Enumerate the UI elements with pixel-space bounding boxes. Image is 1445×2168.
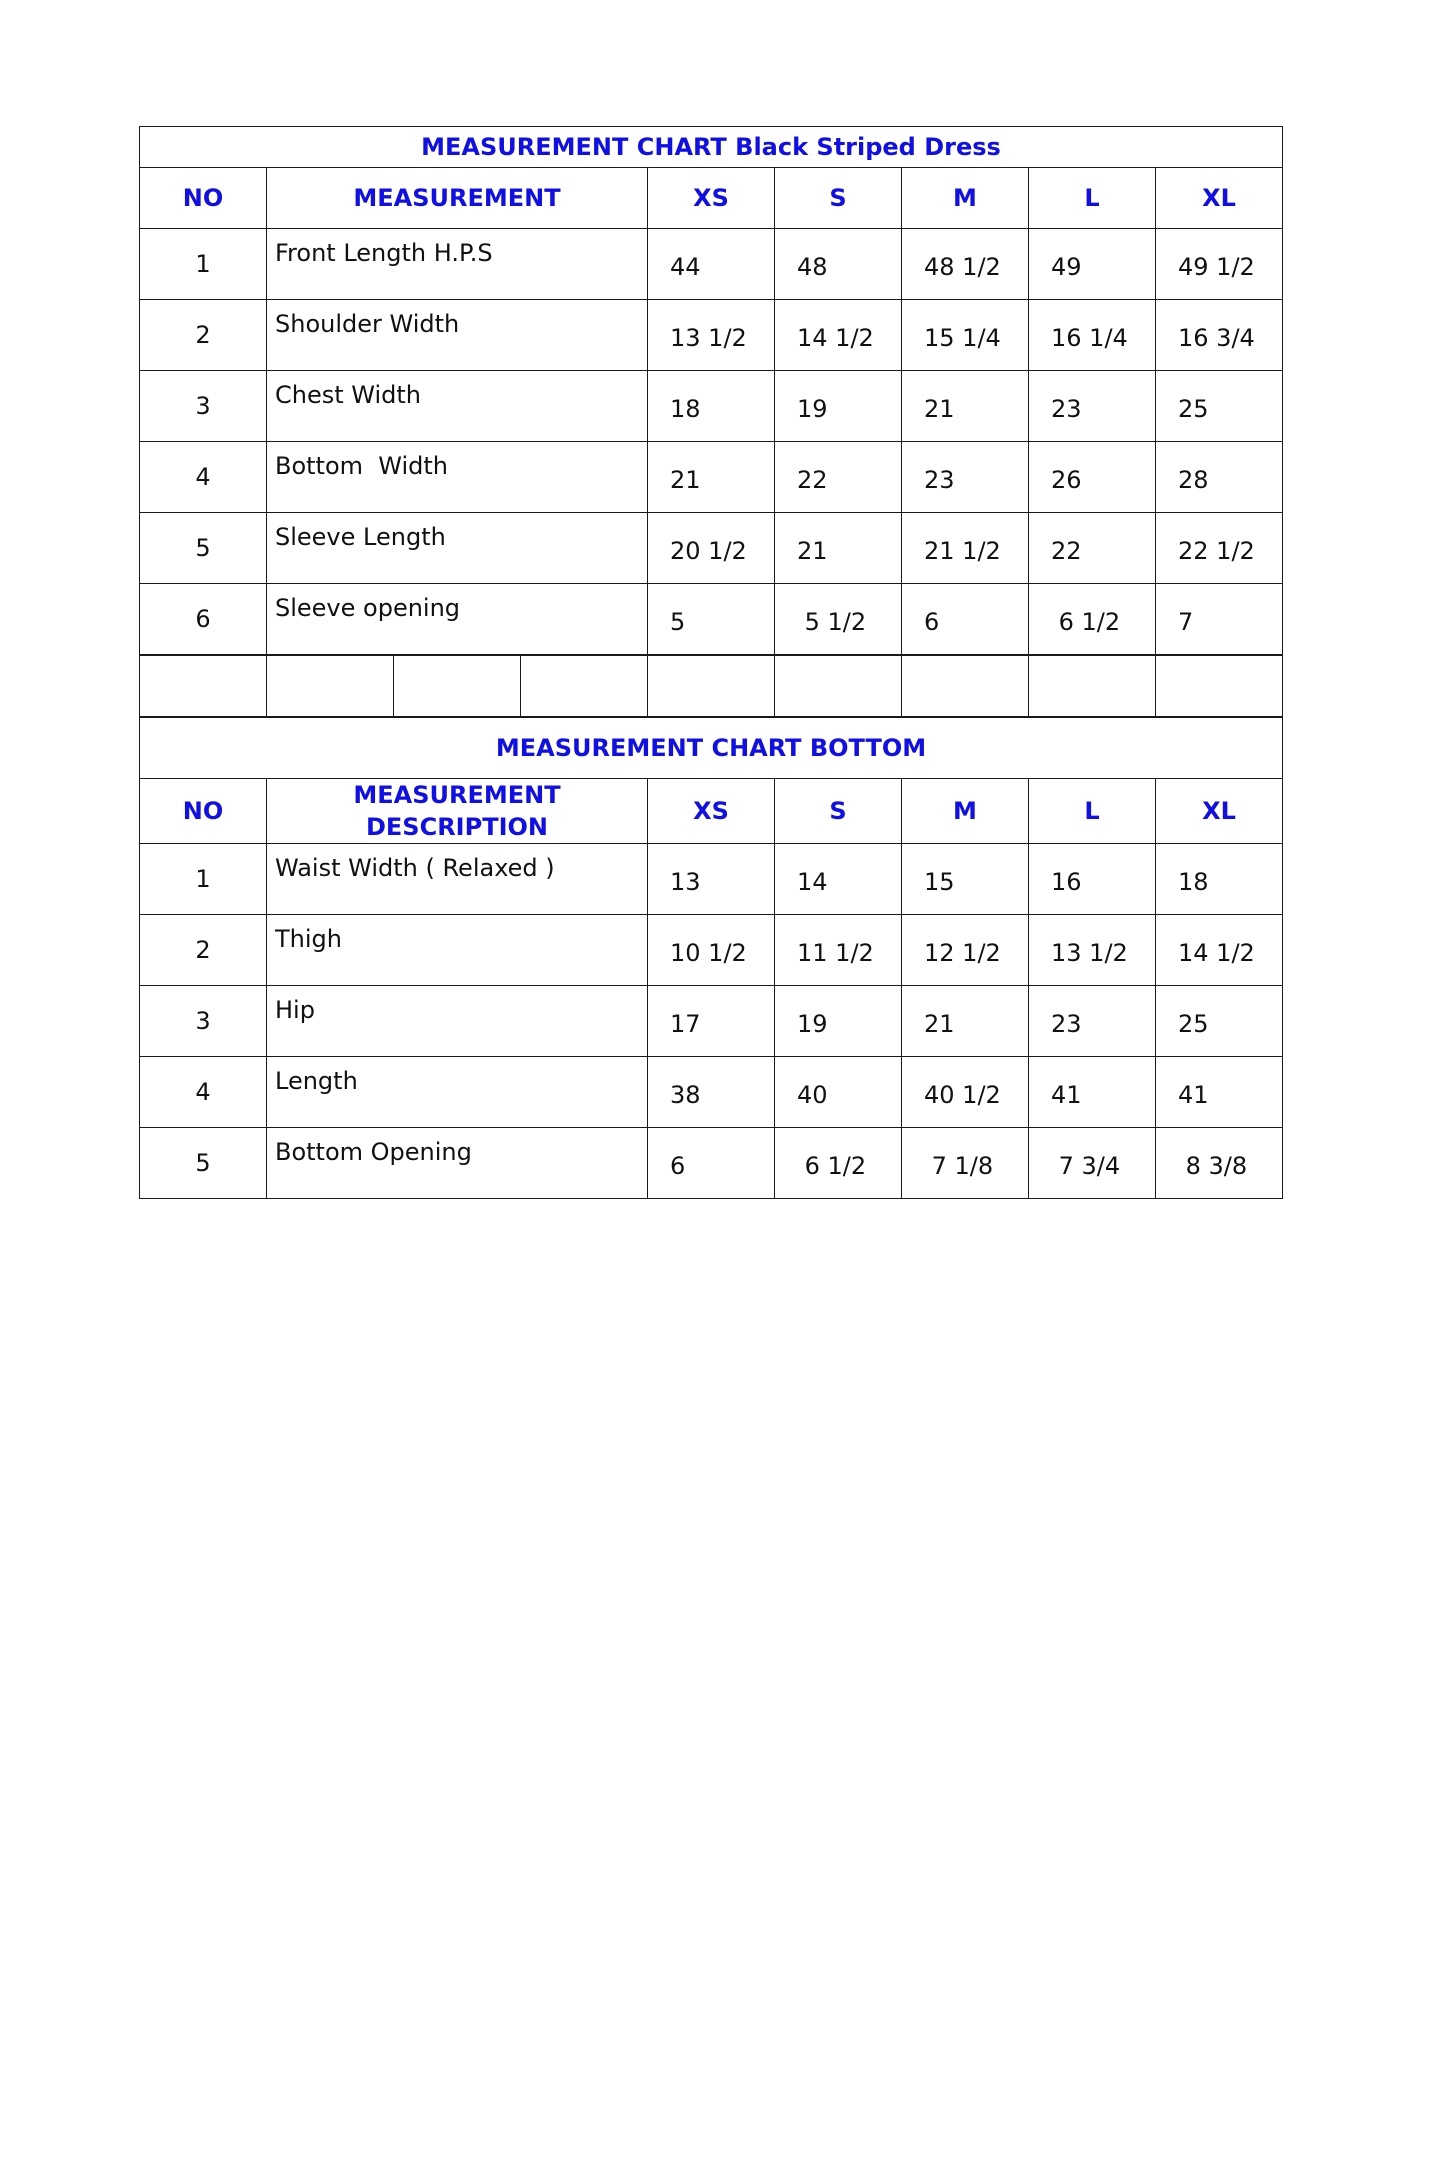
row-number: 3: [140, 371, 267, 442]
value-xs: 5: [648, 584, 775, 655]
value-s: 19: [775, 986, 902, 1057]
measurement-label: Waist Width ( Relaxed ): [267, 844, 648, 915]
value-s: 14: [775, 844, 902, 915]
row-number: 1: [140, 229, 267, 300]
table-row: [140, 915, 1283, 986]
row-number: 5: [140, 1128, 267, 1199]
value-xs: 21: [648, 442, 775, 513]
value-xs: 20 1/2: [648, 513, 775, 584]
value-s: 40: [775, 1057, 902, 1128]
header-measurement: MEASUREMENT: [267, 168, 648, 229]
value-m: 7 1/8: [902, 1128, 1029, 1199]
table-row: [140, 1057, 1283, 1128]
measurement-label: Length: [267, 1057, 648, 1128]
value-xs: 13: [648, 844, 775, 915]
value-l: 13 1/2: [1029, 915, 1156, 986]
value-s: 21: [775, 513, 902, 584]
value-l: 26: [1029, 442, 1156, 513]
row-number: 5: [140, 513, 267, 584]
value-l: 7 3/4: [1029, 1128, 1156, 1199]
row-number: 1: [140, 844, 267, 915]
empty-cell: [648, 656, 775, 717]
value-xl: 8 3/8: [1156, 1128, 1283, 1199]
top-chart-header-row: [140, 168, 1283, 229]
value-xs: 18: [648, 371, 775, 442]
value-xs: 6: [648, 1128, 775, 1199]
header-size-xs: XS: [648, 779, 775, 844]
value-xs: 10 1/2: [648, 915, 775, 986]
empty-cell: [521, 656, 648, 717]
value-s: 5 1/2: [775, 584, 902, 655]
measurement-label: Front Length H.P.S: [267, 229, 648, 300]
row-number: 2: [140, 300, 267, 371]
header-no: NO: [140, 779, 267, 844]
header-size-m: M: [902, 779, 1029, 844]
empty-cell: [902, 656, 1029, 717]
table-row: [140, 300, 1283, 371]
value-m: 21 1/2: [902, 513, 1029, 584]
header-no: NO: [140, 168, 267, 229]
measurement-label: Chest Width: [267, 371, 648, 442]
row-number: 6: [140, 584, 267, 655]
value-xl: 18: [1156, 844, 1283, 915]
bottom-chart-title-row: [140, 718, 1283, 779]
value-xl: 25: [1156, 371, 1283, 442]
measurement-sheet: [139, 126, 1283, 1199]
measurement-label: Thigh: [267, 915, 648, 986]
measurement-label: Shoulder Width: [267, 300, 648, 371]
value-xl: 41: [1156, 1057, 1283, 1128]
header-measurement-line2: DESCRIPTION: [365, 813, 548, 841]
value-xl: 16 3/4: [1156, 300, 1283, 371]
value-l: 23: [1029, 371, 1156, 442]
value-m: 6: [902, 584, 1029, 655]
value-m: 12 1/2: [902, 915, 1029, 986]
value-m: 40 1/2: [902, 1057, 1029, 1128]
row-number: 3: [140, 986, 267, 1057]
measurement-label: Hip: [267, 986, 648, 1057]
measurement-label: Bottom Width: [267, 442, 648, 513]
value-s: 22: [775, 442, 902, 513]
table-row: [140, 1128, 1283, 1199]
table-row: [140, 442, 1283, 513]
value-m: 48 1/2: [902, 229, 1029, 300]
measurement-label: Sleeve opening: [267, 584, 648, 655]
value-l: 16 1/4: [1029, 300, 1156, 371]
empty-cell: [394, 656, 521, 717]
value-xl: 49 1/2: [1156, 229, 1283, 300]
empty-cell: [1156, 656, 1283, 717]
header-measurement-line1: MEASUREMENT: [353, 781, 561, 809]
value-m: 21: [902, 371, 1029, 442]
value-l: 16: [1029, 844, 1156, 915]
header-size-l: L: [1029, 779, 1156, 844]
table-row: [140, 513, 1283, 584]
value-s: 48: [775, 229, 902, 300]
value-xs: 17: [648, 986, 775, 1057]
empty-spacer-row: [140, 656, 1283, 717]
table-row: [140, 986, 1283, 1057]
value-l: 6 1/2: [1029, 584, 1156, 655]
value-s: 14 1/2: [775, 300, 902, 371]
value-xs: 44: [648, 229, 775, 300]
row-number: 4: [140, 1057, 267, 1128]
value-m: 15 1/4: [902, 300, 1029, 371]
value-xl: 14 1/2: [1156, 915, 1283, 986]
value-xs: 13 1/2: [648, 300, 775, 371]
value-l: 49: [1029, 229, 1156, 300]
value-xl: 25: [1156, 986, 1283, 1057]
value-s: 6 1/2: [775, 1128, 902, 1199]
header-size-s: S: [775, 168, 902, 229]
value-xl: 7: [1156, 584, 1283, 655]
value-m: 15: [902, 844, 1029, 915]
bottom-chart-header-row: [140, 779, 1283, 844]
empty-cell: [267, 656, 394, 717]
header-measurement-description: [267, 779, 648, 844]
empty-cell: [1029, 656, 1156, 717]
header-size-s: S: [775, 779, 902, 844]
value-xs: 38: [648, 1057, 775, 1128]
value-m: 21: [902, 986, 1029, 1057]
value-s: 11 1/2: [775, 915, 902, 986]
value-m: 23: [902, 442, 1029, 513]
spacer-table: [139, 655, 1283, 717]
table-row: [140, 844, 1283, 915]
table-row: [140, 371, 1283, 442]
header-size-l: L: [1029, 168, 1156, 229]
table-row: [140, 584, 1283, 655]
empty-cell: [775, 656, 902, 717]
empty-cell: [140, 656, 267, 717]
top-chart-title-row: [140, 127, 1283, 168]
header-size-xs: XS: [648, 168, 775, 229]
table-row: [140, 229, 1283, 300]
value-l: 41: [1029, 1057, 1156, 1128]
value-l: 23: [1029, 986, 1156, 1057]
header-size-xl: XL: [1156, 168, 1283, 229]
header-size-m: M: [902, 168, 1029, 229]
header-size-xl: XL: [1156, 779, 1283, 844]
row-number: 2: [140, 915, 267, 986]
measurement-label: Bottom Opening: [267, 1128, 648, 1199]
value-l: 22: [1029, 513, 1156, 584]
bottom-chart-table: [139, 717, 1283, 1199]
top-chart-title: MEASUREMENT CHART Black Striped Dress: [140, 127, 1283, 168]
value-xl: 22 1/2: [1156, 513, 1283, 584]
bottom-chart-title: MEASUREMENT CHART BOTTOM: [140, 718, 1283, 779]
value-s: 19: [775, 371, 902, 442]
row-number: 4: [140, 442, 267, 513]
measurement-label: Sleeve Length: [267, 513, 648, 584]
measurement-chart-table: [139, 126, 1283, 655]
value-xl: 28: [1156, 442, 1283, 513]
